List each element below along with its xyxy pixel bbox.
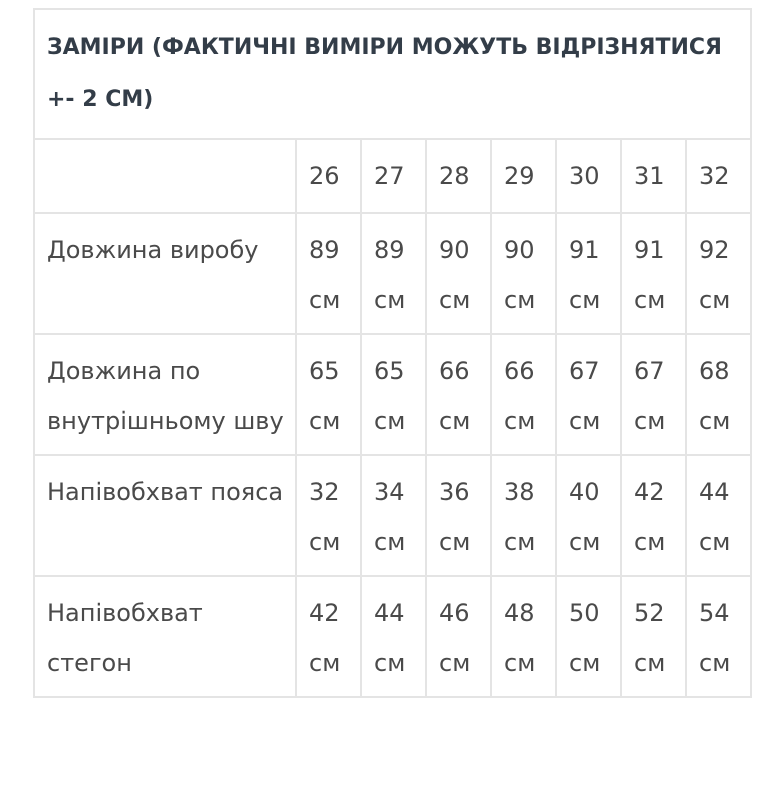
measurement-cell: 34 см (361, 455, 426, 576)
measurement-cell: 89 см (296, 213, 361, 334)
measurement-cell: 90 см (426, 213, 491, 334)
size-header-cell: 27 (361, 139, 426, 213)
row-label: Напівобхват стегон (34, 576, 296, 697)
measurement-cell: 42 см (621, 455, 686, 576)
row-label: Напівобхват пояса (34, 455, 296, 576)
measurement-cell: 32 см (296, 455, 361, 576)
table-row (34, 576, 751, 697)
table-row (34, 213, 751, 334)
measurement-cell: 40 см (556, 455, 621, 576)
size-header-cell: 32 (686, 139, 751, 213)
measurement-cell: 91 см (556, 213, 621, 334)
measurement-cell: 66 см (426, 334, 491, 455)
measurement-cell: 67 см (556, 334, 621, 455)
measurement-cell: 91 см (621, 213, 686, 334)
title-row (34, 9, 751, 139)
size-header-row (34, 139, 751, 213)
measurement-cell: 92 см (686, 213, 751, 334)
size-header-cell: 31 (621, 139, 686, 213)
size-header-cell: 26 (296, 139, 361, 213)
measurement-cell: 46 см (426, 576, 491, 697)
measurement-cell: 90 см (491, 213, 556, 334)
measurement-cell: 65 см (361, 334, 426, 455)
corner-cell (34, 139, 296, 213)
measurement-cell: 48 см (491, 576, 556, 697)
measurement-cell: 42 см (296, 576, 361, 697)
table-title: ЗАМІРИ (ФАКТИЧНІ ВИМІРИ МОЖУТЬ ВІДРІЗНЯТИСЯ +- 2 СМ) (34, 9, 751, 139)
measurement-cell: 52 см (621, 576, 686, 697)
measurement-cell: 65 см (296, 334, 361, 455)
size-header-cell: 28 (426, 139, 491, 213)
measurement-cell: 54 см (686, 576, 751, 697)
measurement-cell: 66 см (491, 334, 556, 455)
size-header-cell: 30 (556, 139, 621, 213)
measurement-cell: 67 см (621, 334, 686, 455)
measurement-cell: 50 см (556, 576, 621, 697)
measurement-cell: 36 см (426, 455, 491, 576)
size-chart-table (33, 8, 752, 698)
measurement-cell: 68 см (686, 334, 751, 455)
row-label: Довжина по внутрішньому шву (34, 334, 296, 455)
measurement-cell: 44 см (686, 455, 751, 576)
size-header-cell: 29 (491, 139, 556, 213)
table-row (34, 334, 751, 455)
measurement-cell: 38 см (491, 455, 556, 576)
row-label: Довжина виробу (34, 213, 296, 334)
table-row (34, 455, 751, 576)
measurement-cell: 44 см (361, 576, 426, 697)
measurement-cell: 89 см (361, 213, 426, 334)
